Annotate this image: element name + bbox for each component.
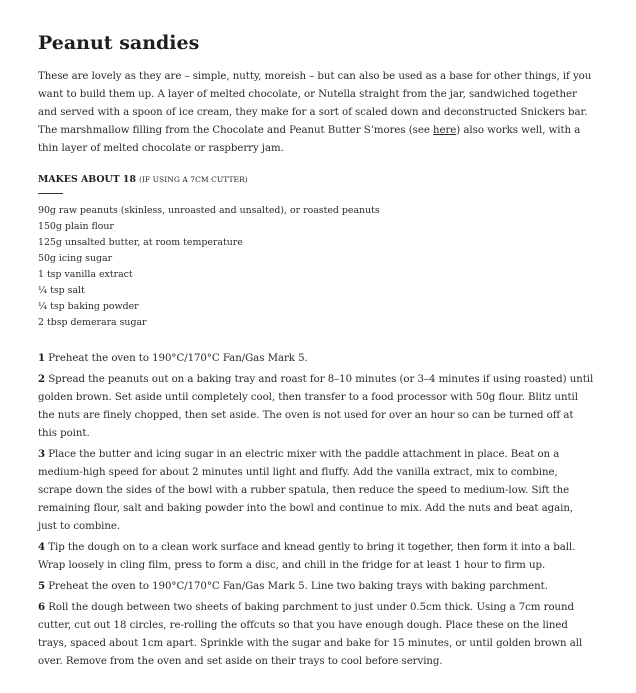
step-number: 5 [38,580,46,592]
recipe-title: Peanut sandies [38,32,200,54]
intro-link-here[interactable]: here [433,125,457,136]
yield-divider [38,193,63,194]
ingredient-item: 150g plain flour [38,221,114,232]
method-step [38,577,594,596]
ingredient-item: 125g unsalted butter, at room temperature [38,237,243,248]
yield-note: (IF USING A 7CM CUTTER) [138,175,248,184]
ingredient-item: 2 tbsp demerara sugar [38,317,147,328]
step-number: 4 [38,541,46,553]
method-step [38,370,594,443]
step-text: Tip the dough on to a clean work surface and knead gently to bring it together, then form it into a ball. Wrap loosely in cling film, press to form a disc, and chill in the fridge for at least 1 hour to firm up. [38,542,576,571]
step-text: Preheat the oven to 190°C/170°C Fan/Gas Mark 5. Line two baking trays with baking parchment. [48,581,548,592]
step-number: 6 [38,601,46,613]
method-step [38,598,594,671]
step-text: Preheat the oven to 190°C/170°C Fan/Gas Mark 5. [48,353,308,364]
yield-label: MAKES ABOUT 18 [38,174,136,185]
step-number: 1 [38,352,46,364]
intro-text-after-link: ) also works well, with a thin layer of melted chocolate or raspberry jam. [38,125,581,154]
step-number: 3 [38,448,46,460]
method-step [38,445,594,536]
yield-line [38,172,594,188]
method-step [38,538,594,575]
step-number: 2 [38,373,46,385]
ingredient-item: 1 tsp vanilla extract [38,269,133,280]
step-text: Roll the dough between two sheets of baking parchment to just under 0.5cm thick. Using a 7cm round cutter, cut out 18 circles, re-rolling the offcuts so that you have enough dough. Place these on the lined trays, spaced about 1cm apart. Sprinkle with the sugar and bake for 15 minutes, or until golden brown all over. Remove from the oven and set aside on their trays to cool before serving. [38,602,583,667]
ingredient-item: ¼ tsp baking powder [38,301,139,312]
ingredient-item: 50g icing sugar [38,253,113,264]
step-text: Spread the peanuts out on a baking tray and roast for 8–10 minutes (or 3–4 minutes if using roasted) until golden brown. Set aside until completely cool, then transfer to a food processor with 50g flour. Blitz until the nuts are finely chopped, then set aside. The oven is not used for over an hour so can be turned off at this point. [38,374,594,439]
method-step [38,349,594,368]
ingredient-item: 90g raw peanuts (skinless, unroasted and unsalted), or roasted peanuts [38,205,380,216]
intro-text-before-link: These are lovely as they are – simple, nutty, moreish – but can also be used as a base for other things, if you want to build them up. A layer of melted chocolate, or Nutella straight from the jar, sandwiched together and served with a spoon of ice cream, they make for a sort of scaled down and deconstructed Snickers bar. The marshmallow filling from the Chocolate and Peanut Butter S’mores (see [38,71,592,136]
recipe-intro [38,68,594,158]
recipe-page [38,30,594,673]
method-steps [38,349,594,671]
step-text: Place the butter and icing sugar in an electric mixer with the paddle attachment in place. Beat on a medium-high speed for about 2 minutes until light and fluffy. Add the vanilla extract, mix to combine, scrape down the sides of the bowl with a rubber spatula, then reduce the speed to medium-low. Sift the remaining flour, salt and baking powder into the bowl and continue to mix. Add the nuts and beat again, just to combine. [38,449,574,532]
ingredient-item: ¼ tsp salt [38,285,85,296]
ingredients-list [38,203,594,331]
